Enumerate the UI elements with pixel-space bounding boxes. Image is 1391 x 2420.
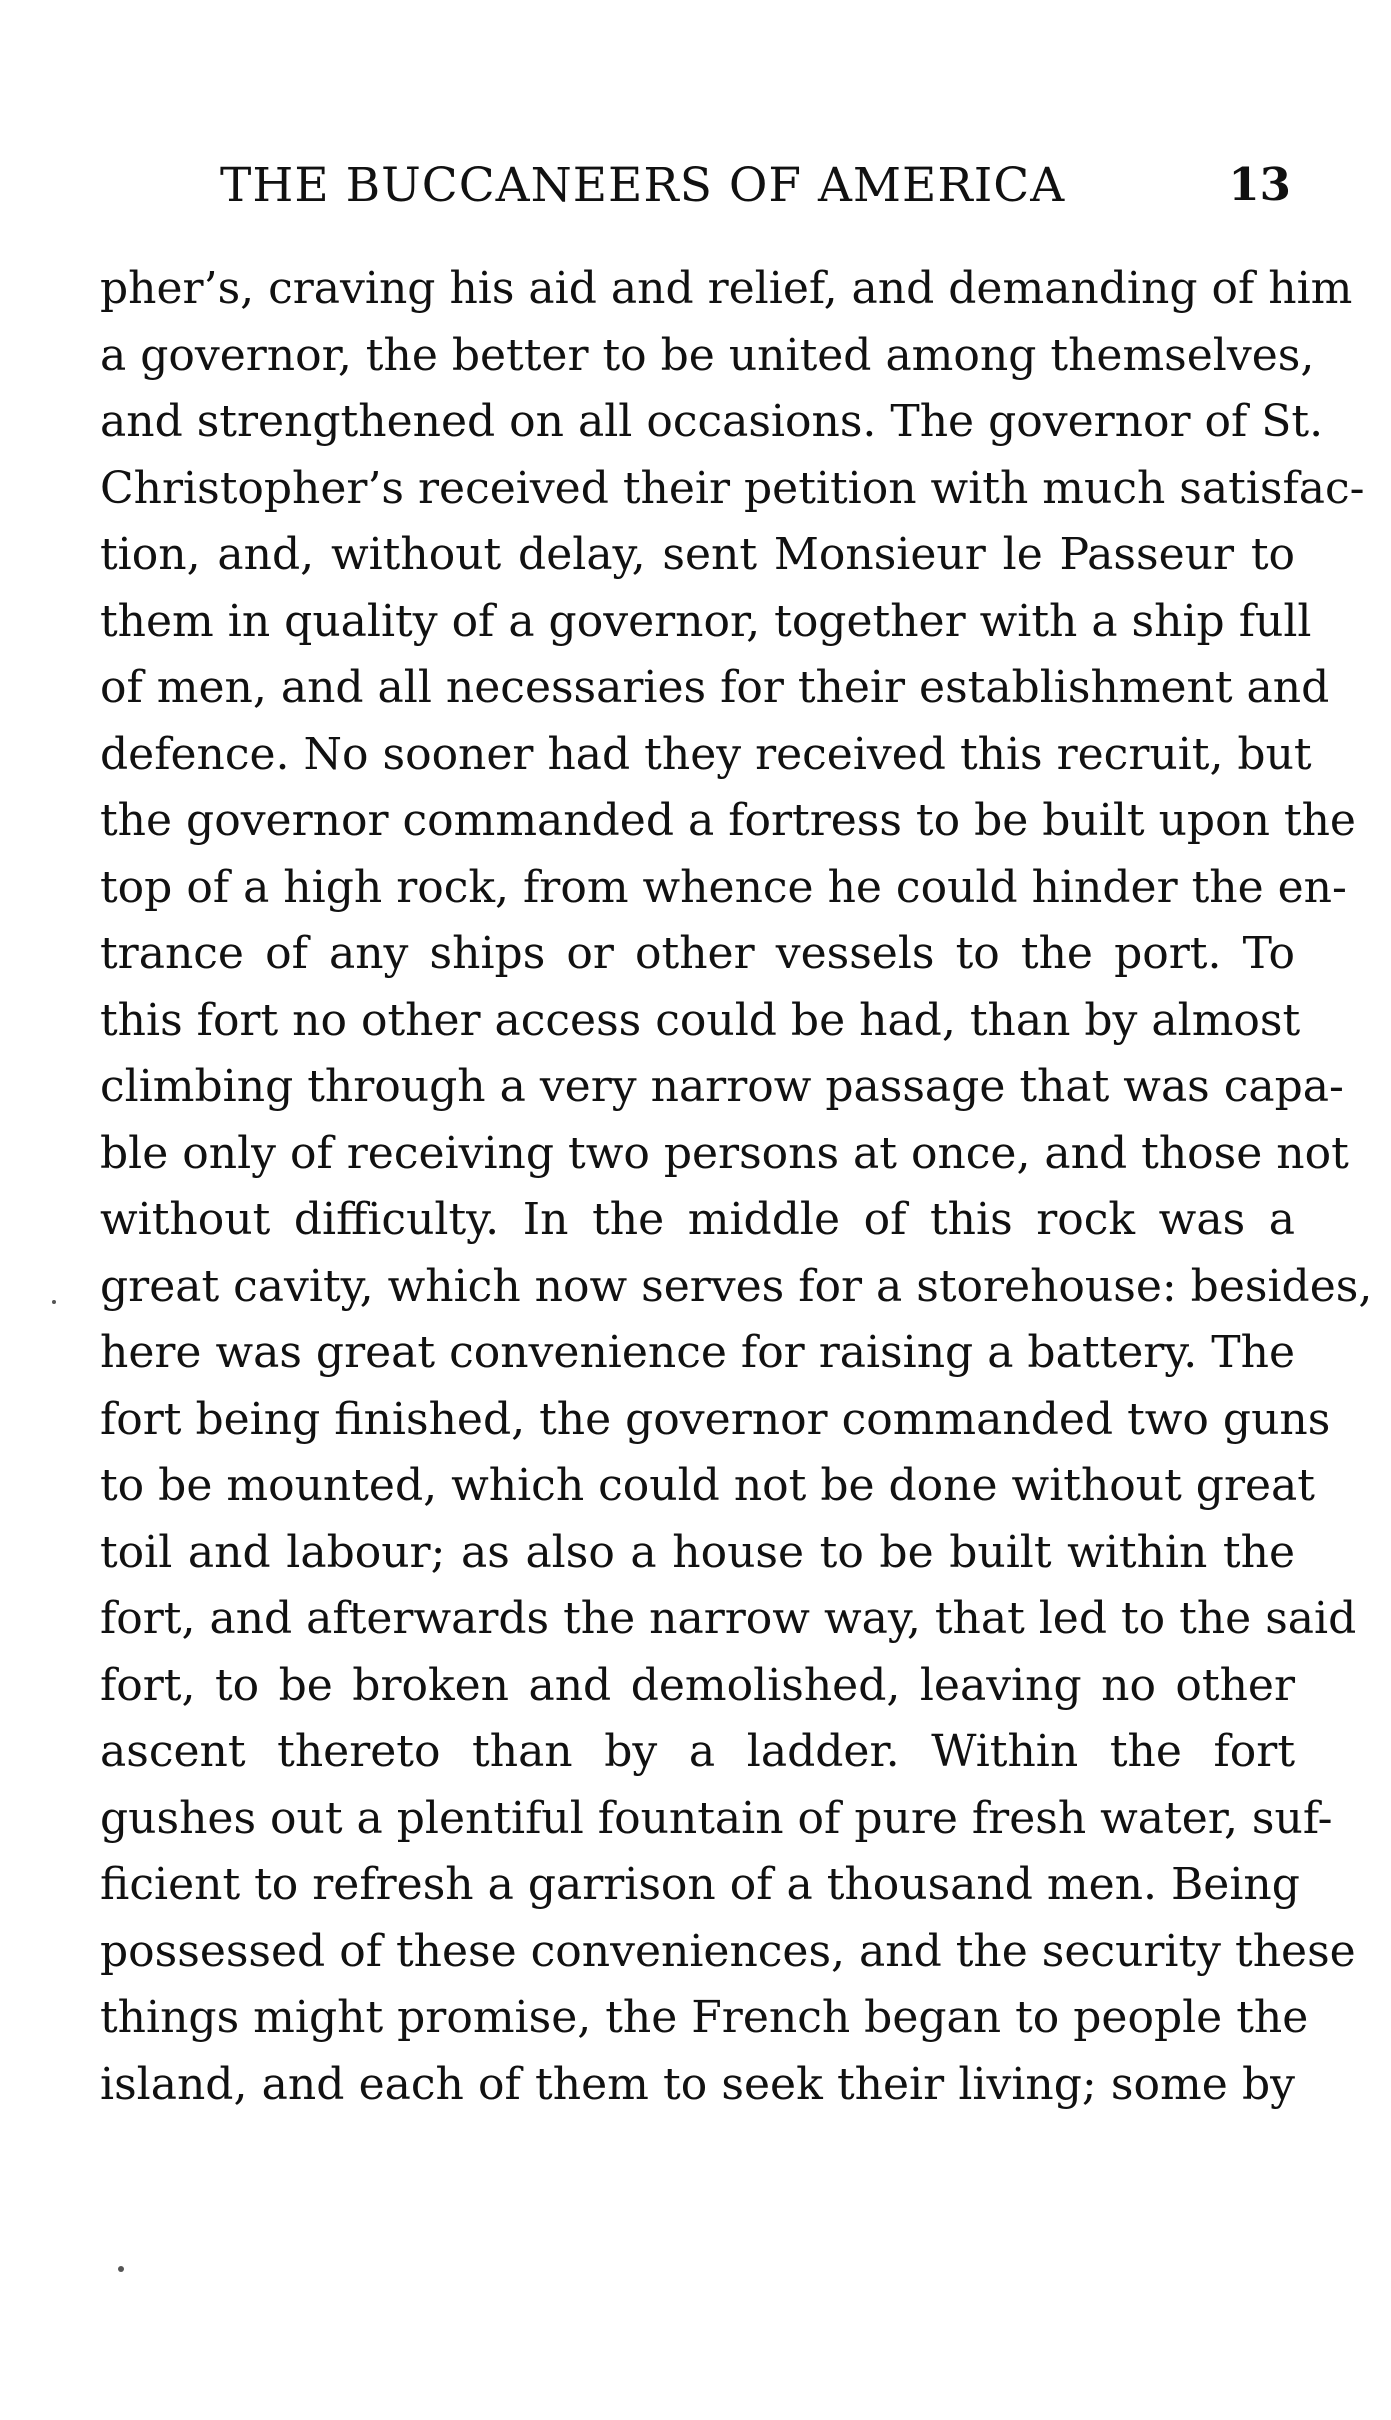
text-line: pher’s, craving his aid and relief, and demanding of him [100,263,1353,314]
text-line: ficient to refresh a garrison of a thousand men. Being [100,1859,1300,1910]
text-line: toil and labour; as also a house to be built within the [100,1526,1295,1578]
text-line: climbing through a very narrow passage that was capa- [100,1061,1344,1112]
text-line: a governor, the better to be united among themselves, [100,329,1315,381]
text-line: fort being finished, the governor commanded two guns [100,1393,1331,1445]
text-line: trance of any ships or other vessels to the port. To [100,928,1295,979]
running-head [100,158,1291,218]
text-line: great cavity, which now serves for a storehouse: besides, [100,1260,1373,1312]
text-line: here was great convenience for raising a battery. The [100,1327,1295,1378]
text-line: tion, and, without delay, sent Monsieur le Passeur to [100,529,1295,580]
text-line: this fort no other access could be had, than by almost [100,994,1301,1046]
text-line: fort, and afterwards the narrow way, that led to the said [100,1593,1357,1644]
text-line: them in quality of a governor, together with a ship full [100,595,1312,647]
text-line: gushes out a plentiful fountain of pure fresh water, suf- [100,1792,1333,1844]
text-line: and strengthened on all occasions. The governor of St. [100,396,1324,447]
text-line: the governor commanded a fortress to be built upon the [100,795,1356,846]
text-line: top of a high rock, from whence he could hinder the en- [100,861,1347,913]
text-line: defence. No sooner had they received this recruit, but [100,728,1312,780]
text-line: to be mounted, which could not be done without great [100,1460,1315,1511]
page-number: 13 [1228,158,1291,211]
text-line: island, and each of them to seek their living; some by [100,2058,1295,2110]
text-line: Christopher’s received their petition with much satisfac- [100,462,1365,514]
text-line: things might promise, the French began to people the [100,1992,1309,2043]
text-line: ble only of receiving two persons at once, and those not [100,1127,1349,1179]
text-line: fort, to be broken and demolished, leaving no other [100,1659,1295,1711]
text-line: without difficulty. In the middle of this rock was a [100,1194,1295,1245]
print-speck [52,1300,56,1304]
text-line: possessed of these conveniences, and the security these [100,1925,1356,1977]
text-line: ascent thereto than by a ladder. Within the fort [100,1726,1295,1777]
print-speck [118,2266,124,2272]
body-text [100,256,1373,2118]
text-line: of men, and all necessaries for their establishment and [100,662,1330,713]
running-title: THE BUCCANEERS OF AMERICA [220,158,1066,213]
